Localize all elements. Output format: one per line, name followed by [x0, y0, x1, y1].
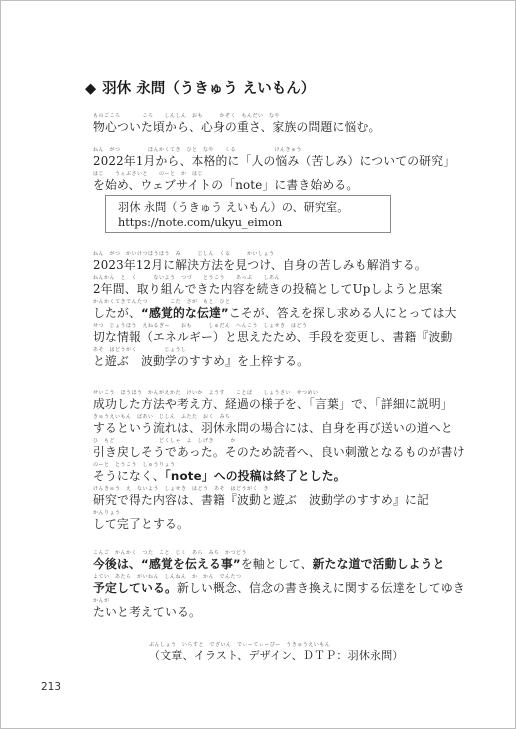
diamond-bullet-icon: ◆	[85, 81, 97, 97]
furigana-line: のーと とうこう しゅうりょう	[93, 462, 176, 468]
emphasis-text: 「note」への投稿は終了とした。	[164, 469, 346, 483]
furigana-line: かんが	[93, 598, 110, 604]
furigana-line: ねん がつ ほんかくてき ひと なや くる けんきゅう	[93, 147, 303, 153]
note-link-box	[105, 195, 391, 233]
furigana-line: せいこう ほうほう かんがえかた けいか ようす ことば しょうさい せつめい	[93, 390, 319, 396]
body-line: 2年間、取り組んできた内容を続きの投稿としてUpしようと思案	[93, 282, 443, 296]
furigana-line: かんかくてきでんたつ こた さが もと ひと	[93, 299, 231, 305]
page-number: 213	[41, 681, 62, 693]
furigana-line: せつ じょうほう えねるぎー おも しゅだん へんこう しょせき はどう	[93, 323, 308, 329]
furigana-line: はじ うぇぶさいと のーと か はじ	[93, 171, 204, 177]
body-line: そうになく、「note」への投稿は終了とした。	[93, 469, 346, 483]
furigana-line: よてい あたら がいねん しんねん か かん でんたつ	[93, 574, 242, 580]
emphasis-text: “感覚を伝える事”	[141, 557, 241, 571]
furigana-line: かんりょう	[93, 510, 121, 516]
body-line: 成功した方法や考え方、経過の様子を、「言葉」で、「詳細に説明」	[93, 397, 453, 411]
body-line: 物心ついた頃から、心身の重さ、家族の問題に悩む。	[93, 120, 381, 134]
body-line: して完了とする。	[93, 517, 189, 531]
furigana-line: きゅうえいもん ばあい じしん ふたた おく みち	[93, 414, 231, 420]
body-line: 今後は、“感覚を伝える事”を軸として、新たな道で活動しようと	[93, 557, 445, 571]
body-line: 2023年12月に解決方法を見つけ、自身の苦しみも解消する。	[93, 258, 427, 272]
furigana-line: ひ もど どくしゃ よ しげき か	[93, 438, 237, 444]
furigana-line: あそ はどうがく じょうし	[93, 347, 187, 353]
body-line: 研究で得た内容は、書籍『波動と遊ぶ 波動学のすすめ』に記	[93, 493, 430, 507]
emphasis-text: “感覚的な伝達”	[141, 306, 229, 320]
section-heading	[85, 77, 315, 98]
furigana-line: けんきゅう え ないよう しょせき はどう あそ はどうがく き	[93, 486, 270, 492]
furigana-line: こんご かんかく つた こと じく あら みち かつどう	[93, 550, 248, 556]
heading-title: 羽休 永問（うきゅう えいもん）	[102, 81, 316, 97]
furigana-line: ものごころ ころ しんしん おも かぞく もんだい なや	[93, 113, 281, 119]
body-line: たいと考えている。	[93, 605, 201, 619]
note-url-link[interactable]: https://note.com/ukyu_eimon	[118, 216, 283, 229]
body-line: 2022年1月から、本格的に「人の悩み（苦しみ）についての研究」	[93, 154, 456, 168]
body-line: したが、“感覚的な伝達”こそが、答えを探し求める人にとっては大	[93, 306, 457, 320]
body-line: 切な情報（エネルギー）と思えたため、手段を変更し、書籍『波動	[93, 330, 453, 344]
furigana-line: ねんかん と く ないよう つづ とうこう あっぷ しあん	[93, 275, 280, 281]
body-line: するという流れは、羽休永問の場合には、自身を再び送いの道へと	[93, 421, 453, 435]
body-line: 引き戻しそうであった。そのため読者へ、良い刺激となるものが書け	[93, 445, 465, 459]
furigana-line: ねん がつ かいけつほうほう み じしん くる かいしょう	[93, 251, 275, 257]
credit-line: （文章、イラスト、デザイン、ＤＴＰ：羽休永問）	[149, 649, 404, 662]
body-line: 予定している。新しい概念、信念の書き換えに関する伝達をしてゆき	[93, 581, 465, 595]
furigana-line: ぶんしょう いらすと でざいん でぃーてぃーぴー うきゅうえいもん	[149, 642, 331, 648]
body-line: を始め、ウェブサイトの「note」に書き始める。	[93, 178, 359, 192]
box-title: 羽休 永問（うきゅう えいもん）の、研究室。	[118, 201, 349, 214]
body-line: と遊ぶ 波動学のすすめ』を上梓する。	[93, 354, 310, 368]
